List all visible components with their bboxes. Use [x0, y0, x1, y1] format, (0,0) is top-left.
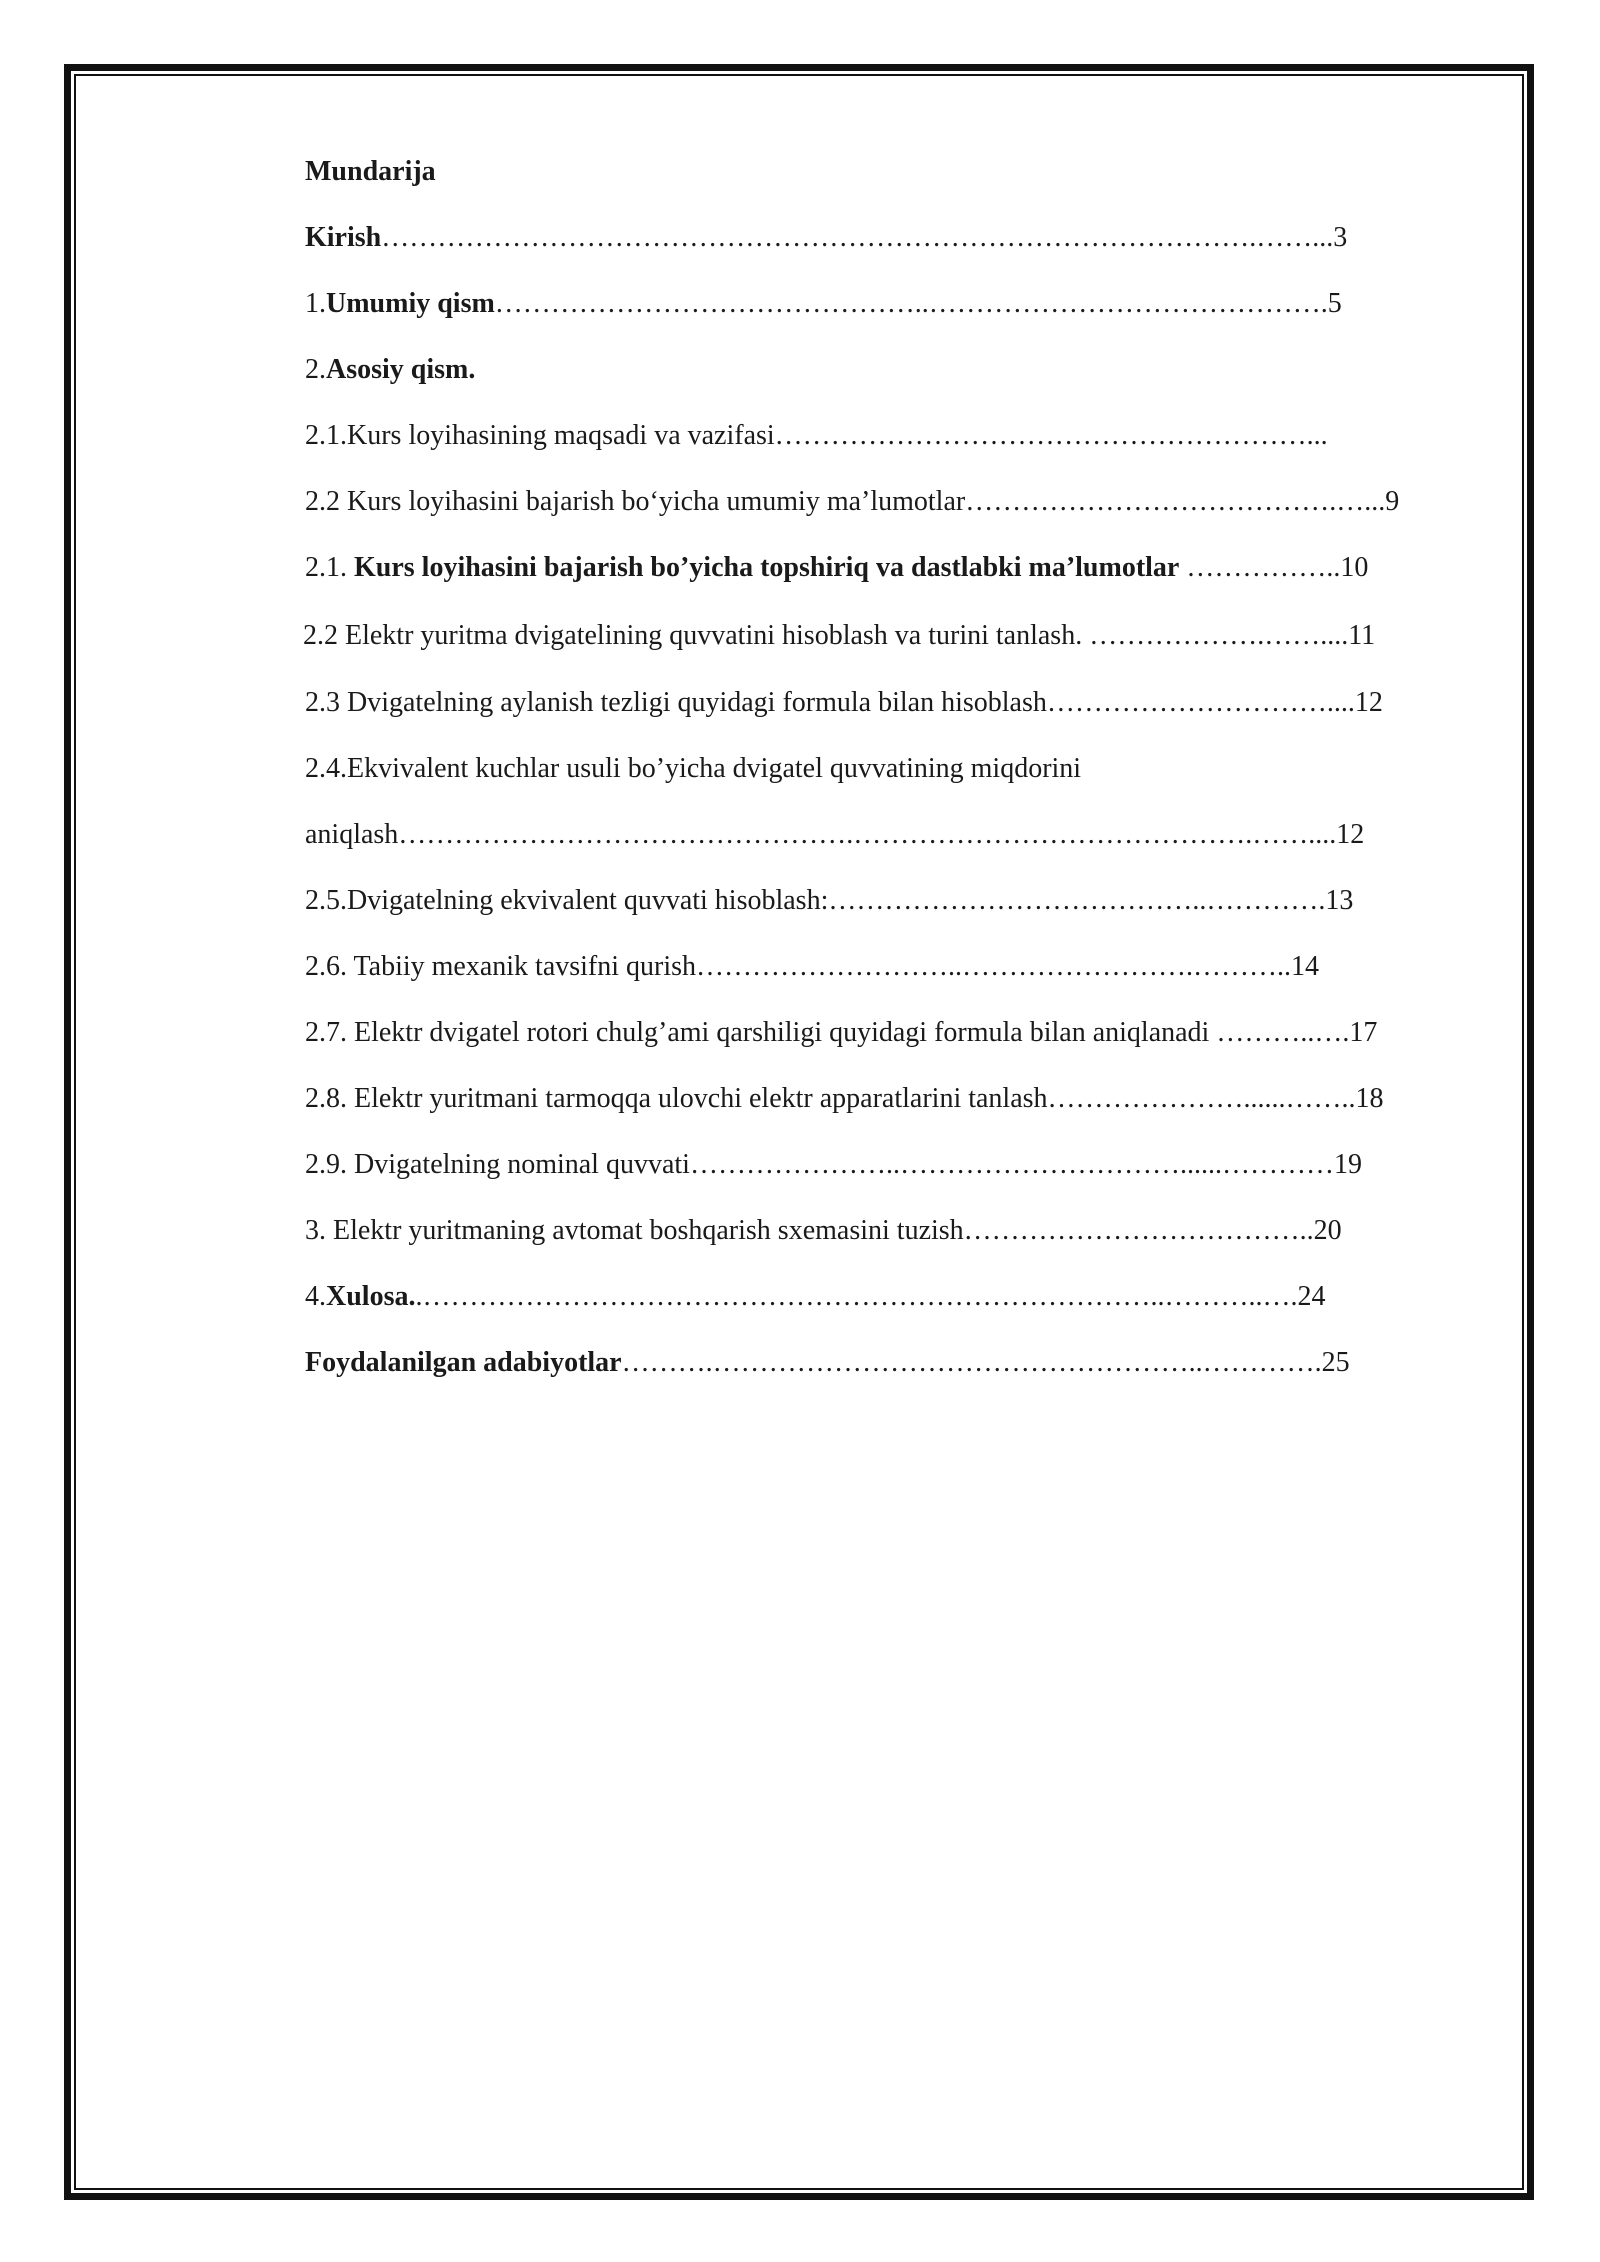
toc-entry-leader: ………………………………………..……………………………………: [494, 288, 1321, 319]
toc-entry-adabiyotlar[interactable]: [305, 1346, 1350, 1380]
toc-entry-page: .5: [1320, 288, 1342, 319]
toc-entry-page: 10: [1340, 552, 1369, 583]
toc-entry-title: Umumiy qism: [326, 288, 495, 319]
toc-entry-page: 25: [1321, 1347, 1350, 1378]
toc-entry-kirish[interactable]: [305, 221, 1347, 255]
toc-entry-number: 1.: [305, 288, 326, 319]
toc-entry-title: Foydalanilgan adabiyotlar: [305, 1347, 622, 1378]
toc-entry-asosiy-qism[interactable]: [305, 353, 475, 387]
toc-heading: Mundarija: [305, 156, 436, 187]
toc-entry-2-1-topshiriq[interactable]: [305, 551, 1368, 585]
toc-entry-number: 2.1.: [305, 552, 354, 583]
toc-entry-title: Kurs loyihasini bajarish bo’yicha topshiriq va dastlabki ma’lumotlar: [354, 552, 1180, 583]
page-border-inner: [74, 74, 1524, 2190]
toc-entry-2-2-umumiy[interactable]: 2.2 Kurs loyihasini bajarish bo‘yicha umumiy ma’lumotlar………………………………….…...9: [305, 486, 1400, 517]
toc-entry-title: Kirish: [305, 222, 382, 253]
toc-entry-2-8-apparat[interactable]: 2.8. Elektr yuritmani tarmoqqa ulovchi elektr apparatlarini tanlash…………………......……..18: [305, 1083, 1384, 1114]
toc-entry-2-4-ekvivalent[interactable]: 2.4.Ekvivalent kuchlar usuli bo’yicha dvigatel quvvatining miqdorini: [305, 753, 1082, 784]
toc-entry-2-3-tezlik[interactable]: 2.3 Dvigatelning aylanish tezligi quyidagi formula bilan hisoblash…………………………....12: [305, 687, 1383, 718]
toc-entry-leader: .……………………………………………………………………..………..….: [415, 1281, 1298, 1312]
toc-entry-2-2-quvvat[interactable]: 2.2 Elektr yuritma dvigatelining quvvatini hisoblash va turini tanlash. ……………….……....11: [303, 620, 1376, 651]
toc-entry-leader: ………………………………………………………………………………….……...: [381, 222, 1334, 253]
toc-entry-umumiy-qism[interactable]: [305, 287, 1342, 321]
toc-entry-page: 3: [1333, 222, 1348, 253]
toc-entry-2-7-rotor[interactable]: 2.7. Elektr dvigatel rotori chulg’ami qarshiligi quyidagi formula bilan aniqlanadi ………..….17: [305, 1017, 1378, 1048]
toc-entry-2-6-tavsif[interactable]: 2.6. Tabiiy mexanik tavsifni qurish………………………..…………………….………..14: [305, 951, 1320, 982]
toc-entry-xulosa[interactable]: [305, 1280, 1325, 1314]
toc-entry-2-5-quvvat[interactable]: 2.5.Dvigatelning ekvivalent quvvati hisoblash:…………………………………..………….13: [305, 885, 1354, 916]
toc-entry-3-sxema[interactable]: 3. Elektr yuritmaning avtomat boshqarish sxemasini tuzish………………………………..20: [305, 1215, 1342, 1246]
toc-entry-leader: ……………..: [1179, 552, 1341, 583]
toc-entry-number: 2.: [305, 354, 326, 385]
toc-entry-leader: ……….……………………………………………..………….: [621, 1347, 1322, 1378]
toc-entry-number: 4.: [305, 1281, 326, 1312]
toc-entry-2-1-maqsad[interactable]: 2.1.Kurs loyihasining maqsadi va vazifasi…………………………………………………...: [305, 420, 1328, 451]
toc-entry-title: Asosiy qism.: [326, 354, 476, 385]
toc-entry-2-4-aniqlash[interactable]: aniqlash………………………………………….…………………………………….……....12: [305, 819, 1365, 850]
toc-entry-2-9-nominal[interactable]: 2.9. Dvigatelning nominal quvvati…………………..…………………………......…………19: [305, 1149, 1362, 1180]
toc-entry-title: Xulosa.: [326, 1281, 416, 1312]
toc-entry-page: 24: [1297, 1281, 1326, 1312]
